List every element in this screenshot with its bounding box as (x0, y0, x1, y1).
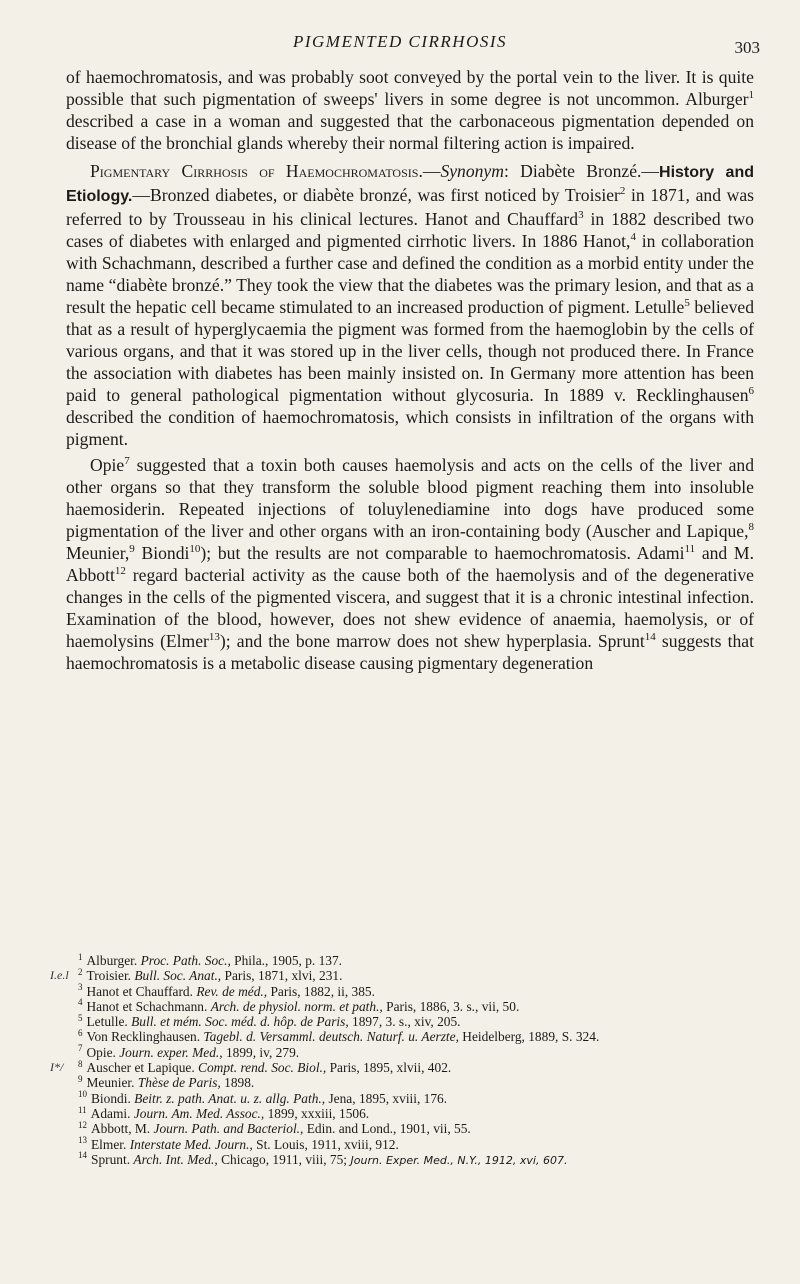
footnote-citation: Paris, 1871, xlvi, 231. (221, 968, 343, 984)
footnote-citation: St. Louis, 1911, xviii, 912. (252, 1136, 399, 1152)
footnote-journal: Bull. Soc. Anat., (134, 968, 222, 984)
synonym-label: Synonym (440, 161, 504, 181)
footnote-ref: 2 (619, 185, 626, 198)
footnote-4 (78, 999, 758, 1014)
paragraph-2: Pigmentary Cirrhosis of Haemochromatosis.—Synonym: Diabète Bronzé.—History and Etiology.—Bronzed diabetes, or diabète bronzé, was first noticed by Troisier$^2$ in 1871, and was referred to by Trousseau in his clinical lectures. Hanot and Chauffard$^3$ in 1882 described two cases of diabetes with enlarged and pigmented cirrhotic livers. In 1886 Hanot,$^4$ in collaboration with Schachmann, described a further case and defined the condition as a morbid entity under the name “diabète bronzé.” They took the view that the diabetes was the primary lesion, and that as a result the hepatic cell became stimulated to an increased production of pigment. Letulle$^5$ believed that as a result of hyperglycaemia the pigment was formed from the haemoglobin by the cells of various organs, and that it was stored up in the liver cells, though not produced there. In France the association with diabetes has been mainly insisted on. In Germany more attention has been paid to general pathological pigmentation without glycosuria. In 1889 v. Recklinghausen$^6$ described the condition of haemochromatosis, which consists in infiltration of the organs with pigment. (66, 161, 754, 449)
footnote-ref: 12 (114, 565, 126, 578)
footnote-number: 5 (78, 1012, 83, 1023)
footnote-number: 11 (78, 1104, 87, 1115)
footnote-7 (78, 1045, 758, 1060)
footnote-number: 6 (78, 1028, 83, 1039)
footnote-5 (78, 1014, 758, 1029)
footnote-author: Biondi. (91, 1090, 135, 1106)
footnote-ref: 10 (189, 543, 201, 556)
footnote-author: Opie. (86, 1044, 120, 1060)
body-text (66, 66, 754, 674)
footnote-1 (78, 953, 758, 968)
footnote-number: 1 (78, 951, 83, 962)
footnote-author: Auscher et Lapique. (86, 1060, 199, 1076)
footnote-author: Abbott, M. (91, 1121, 154, 1137)
margin-annotation: I.e.l (50, 968, 69, 983)
section-title: Pigmentary Cirrhosis of Haemochromatosis. (90, 161, 423, 181)
footnote-author: Adami. (90, 1105, 134, 1121)
footnote-journal: Arch. Int. Med., (133, 1151, 218, 1167)
section-heading: History and Etiology. (66, 164, 754, 205)
footnote-ref: 6 (748, 385, 754, 398)
footnote-number: 12 (78, 1119, 87, 1130)
footnote-number: 7 (78, 1043, 83, 1054)
handwritten-annotation: Journ. Exper. Med., N.Y., 1912, xvi, 607. (347, 1153, 568, 1167)
footnote-citation: Jena, 1895, xviii, 176. (325, 1090, 448, 1106)
footnote-journal: Beitr. z. path. Anat. u. z. allg. Path., (134, 1090, 326, 1106)
footnote-journal: Rev. de méd., (196, 983, 268, 999)
footnote-author: Von Recklinghausen. (86, 1029, 204, 1045)
footnote-ref: 8 (748, 521, 754, 534)
footnote-citation: Paris, 1882, ii, 385. (267, 983, 375, 999)
footnote-number: 14 (78, 1150, 87, 1161)
footnote-number: 10 (78, 1089, 87, 1100)
footnote-14 (78, 1152, 758, 1168)
footnote-author: Meunier. (86, 1075, 138, 1091)
footnote-author: Letulle. (86, 1014, 132, 1030)
footnote-journal: Thèse de Paris, (137, 1075, 221, 1091)
footnote-author: Hanot et Chauffard. (86, 983, 197, 999)
footnote-journal: Arch. de physiol. norm. et path., (210, 998, 383, 1014)
footnote-3 (78, 984, 758, 999)
margin-annotation: I*/ (50, 1060, 64, 1075)
footnote-author: Elmer. (91, 1136, 130, 1152)
footnote-number: 13 (78, 1135, 87, 1146)
footnote-2 (50, 966, 758, 984)
footnote-number: 8 (78, 1058, 83, 1069)
footnote-journal: Journ. Am. Med. Assoc., (133, 1105, 265, 1121)
footnote-citation: Phila., 1905, p. 137. (230, 953, 343, 968)
footnote-journal: Bull. et mém. Soc. méd. d. hôp. de Paris, (131, 1014, 349, 1030)
paragraph-3: Opie$^7$ suggested that a toxin both causes haemolysis and acts on the cells of the liver and other organs so that they transform the soluble blood pigment reaching them into insoluble haemosiderin. Repeated injections of toluylenediamine into dogs have produced some pigmentation of the liver and other organs with an iron-containing body (Auscher and Lapique,$^8$ Meunier,$^9$ Biondi$^{10}$); but the results are not comparable to haemochromatosis. Adami$^{11}$ and M. Abbott$^{12}$ regard bacterial activity as the cause both of the haemolysis and of the degenerative changes in the cells of the pigmented viscera, and suggest that it is a chronic intestinal infection. Examination of the blood, however, does not shew evidence of anaemia, haemolysis, or of haemolysins (Elmer$^{13}$); and the bone marrow does not shew hyperplasia. Sprunt$^{14}$ suggests that haemochromatosis is a metabolic disease causing pigmentary degeneration (66, 455, 754, 673)
footnote-ref: 4 (630, 231, 636, 244)
footnotes (50, 951, 758, 1168)
footnote-citation: 1898. (220, 1075, 255, 1091)
footnote-ref: 9 (129, 543, 135, 556)
footnote-citation: Edin. and Lond., 1901, vii, 55. (303, 1121, 471, 1137)
footnote-author: Sprunt. (91, 1151, 134, 1167)
footnote-ref: 1 (748, 89, 754, 102)
footnote-citation: Chicago, 1911, viii, 75; (217, 1151, 348, 1167)
footnote-ref: 14 (644, 631, 656, 644)
page-number: 303 (734, 38, 760, 57)
footnote-number: 2 (78, 966, 83, 977)
footnote-10 (78, 1091, 758, 1106)
footnote-citation: Heidelberg, 1889, S. 324. (458, 1029, 600, 1045)
footnote-journal: Proc. Path. Soc., (140, 953, 231, 968)
footnote-ref: 7 (124, 455, 130, 468)
footnote-journal: Journ. Path. and Bacteriol., (153, 1121, 304, 1137)
footnote-author: Hanot et Schachmann. (86, 998, 211, 1014)
footnote-6 (78, 1029, 758, 1044)
footnote-journal: Interstate Med. Journ., (129, 1136, 253, 1152)
footnote-number: 9 (78, 1073, 83, 1084)
footnote-ref: 3 (578, 209, 584, 222)
footnote-citation: Paris, 1886, 3. s., vii, 50. (382, 998, 520, 1014)
footnote-13 (78, 1137, 758, 1152)
footnote-ref: 13 (208, 631, 220, 644)
footnote-number: 4 (78, 997, 83, 1008)
page-header (0, 30, 800, 60)
footnote-journal: Journ. exper. Med., (119, 1044, 223, 1060)
footnote-ref: 5 (684, 297, 690, 310)
footnote-citation: 1897, 3. s., xiv, 205. (348, 1014, 461, 1030)
footnote-9 (78, 1075, 758, 1090)
footnote-12 (78, 1121, 758, 1136)
footnote-11 (78, 1106, 758, 1121)
footnote-8 (50, 1058, 758, 1076)
footnote-author: Alburger. (86, 953, 141, 968)
footnote-journal: Compt. rend. Soc. Biol., (198, 1060, 327, 1076)
footnote-author: Troisier. (86, 968, 135, 984)
footnote-citation: 1899, xxxiii, 1506. (264, 1105, 370, 1121)
footnote-citation: Paris, 1895, xlvii, 402. (326, 1060, 452, 1076)
footnote-ref: 11 (684, 543, 696, 556)
paragraph-1: of haemochromatosis, and was probably soot conveyed by the portal vein to the liver. It is quite possible that such pigmentation of sweeps' livers in some degree is not uncommon. Alburger$^1$ described a case in a woman and suggested that the carbonaceous pigmentation depended on disease of the bronchial glands whereby their normal filtering action is impaired. (66, 67, 754, 153)
footnote-citation: 1899, iv, 279. (222, 1044, 300, 1060)
footnote-journal: Tagebl. d. Versamml. deutsch. Naturf. u. Aerzte, (203, 1029, 459, 1045)
footnote-number: 3 (78, 982, 83, 993)
running-title: PIGMENTED CIRRHOSIS (292, 32, 508, 51)
